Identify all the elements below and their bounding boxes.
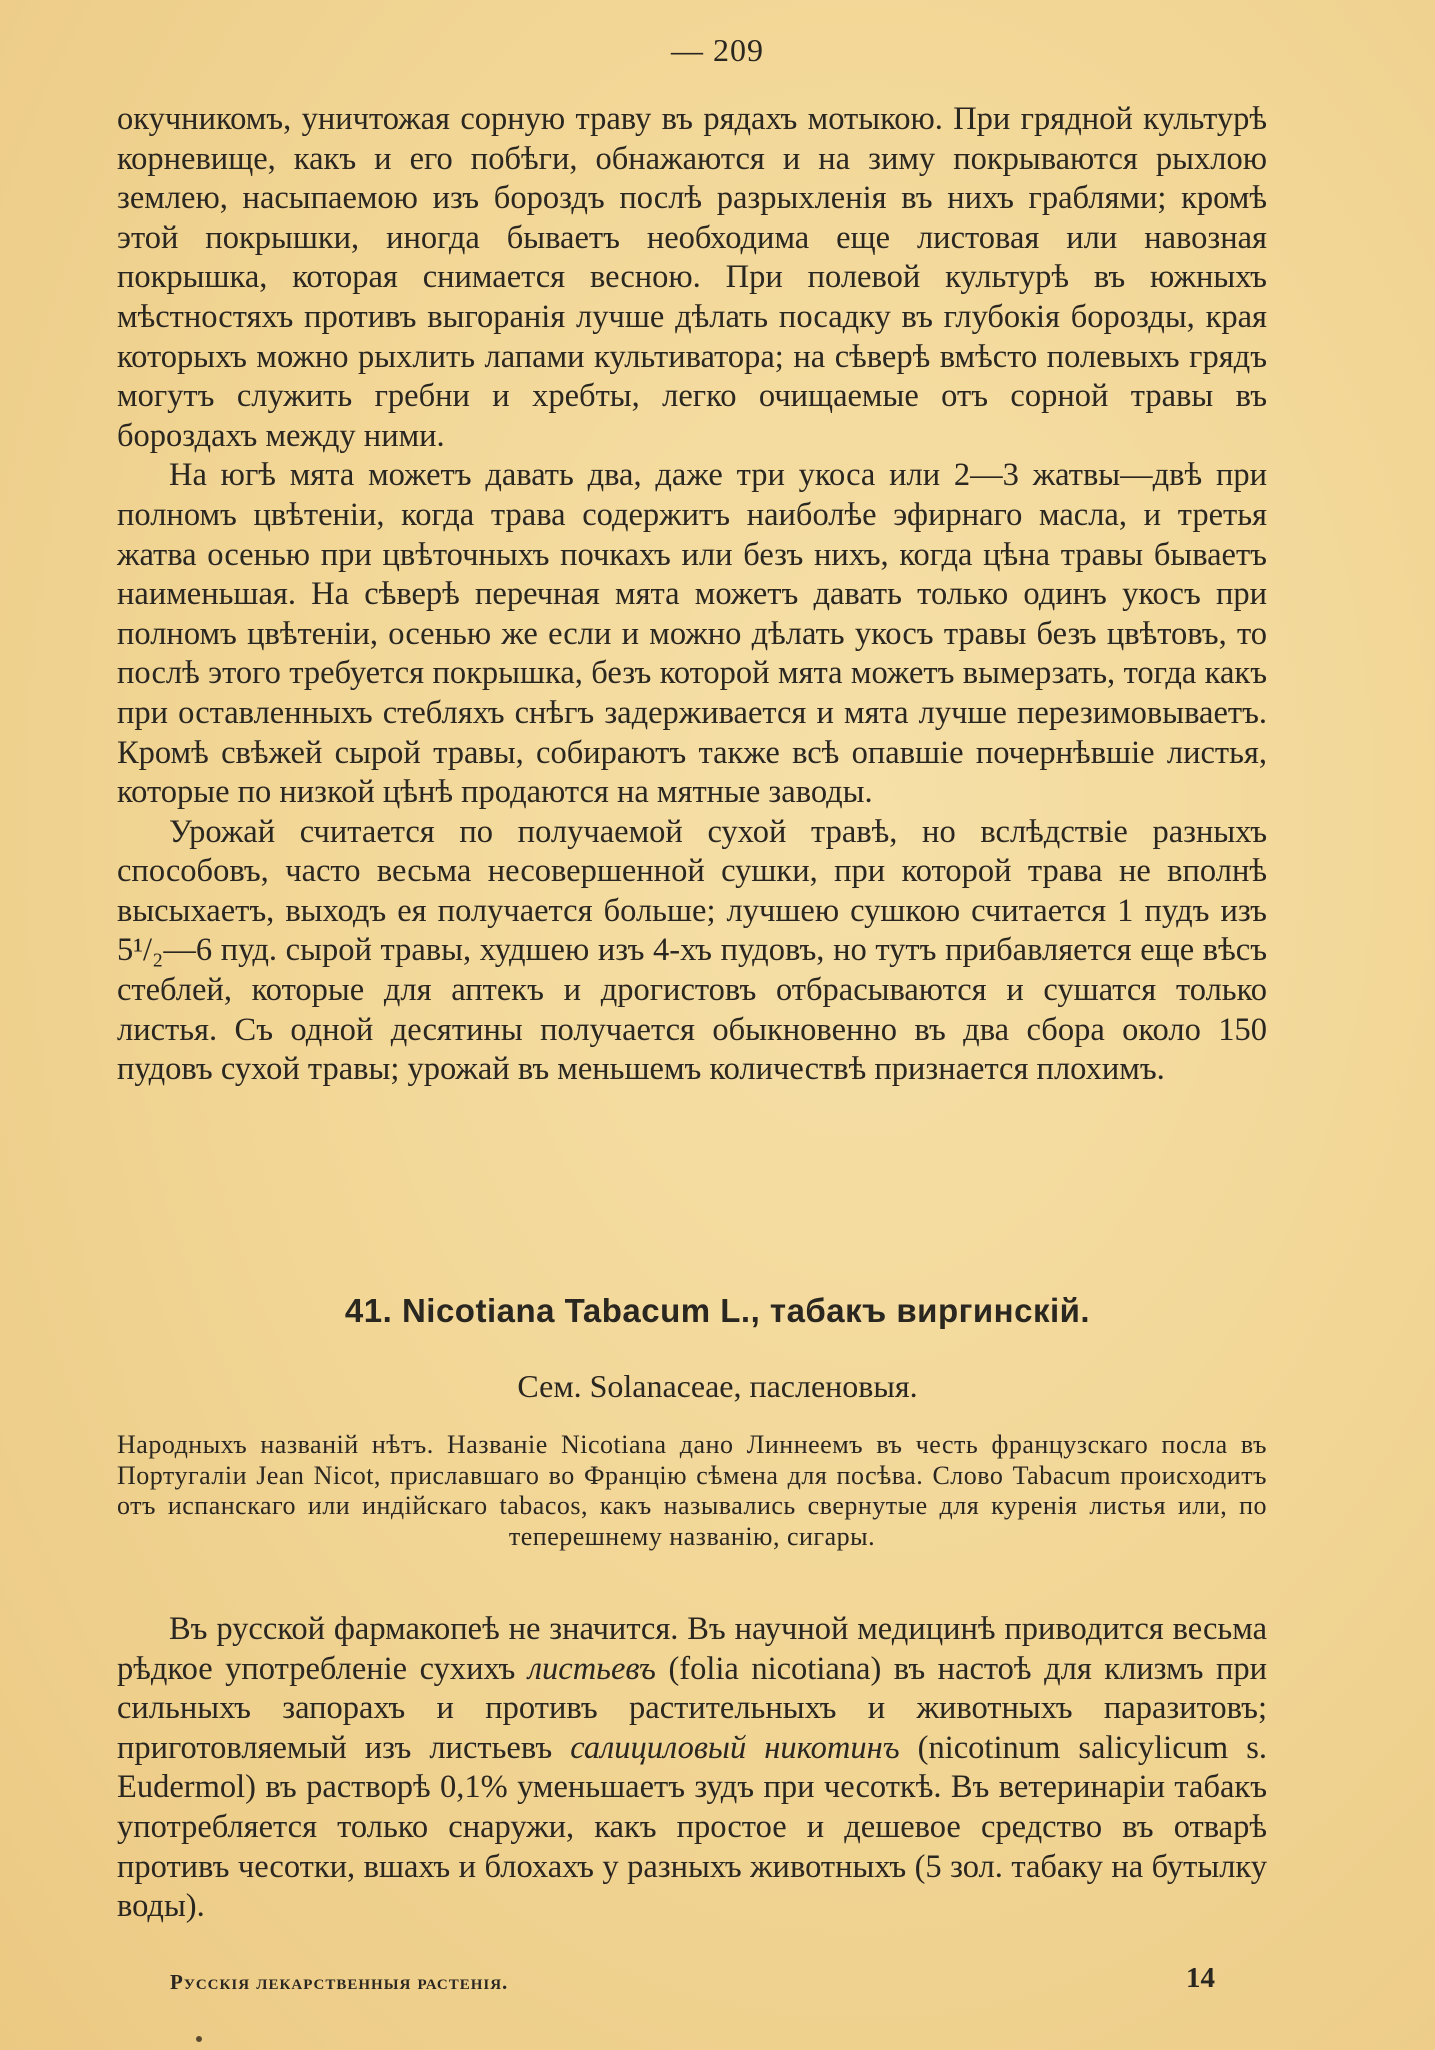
text-block-top (117, 100, 1267, 1090)
family-line: Сем. Solanaceae, пасленовыя. (517, 1368, 918, 1404)
names-note-text: Народныхъ названій нѣтъ. Названіе Nicotiana дано Линнеемъ въ честь французскаго посла въ Португаліи Jean Nicot, приславшаго во Францію сѣмена для посѣва. Слово Tabacum происходитъ отъ испанскаго или индійскаго tabacos, какъ назывались свернутые для куренія листья или, по теперешнему названію, сигары. (117, 1430, 1267, 1551)
usage-text-1: Въ русской фармакопеѣ не значится. Въ научной медицинѣ приводится весьма рѣдкое употребленіе сухихъ (117, 1611, 1267, 1687)
usage-text-3: (nicotinum salicylicum s. Eudermol) въ растворѣ 0,1% уменьшаетъ зудъ при чесоткѣ. Въ ветеринаріи табакъ употребляется только снаружи, какъ простое и дешевое средство въ отварѣ противъ чесотки, вшахъ и блохахъ у разныхъ животныхъ (5 зол. табаку на бутылку воды). (117, 1729, 1268, 1925)
paragraph-1: окучникомъ, уничтожая сорную траву въ рядахъ мотыкою. При грядной культурѣ корневище, какъ и его побѣги, обнажаются и на зиму покрываются рыхлою землею, насыпаемою изъ бороздъ послѣ разрыхленія въ нихъ граблями; кромѣ этой покрышки, иногда бываетъ необходима еще листовая или навозная покрышка, которая снимается весною. При полевой культурѣ въ южныхъ мѣстностяхъ противъ выгоранія лучше дѣлать посадку въ глубокія борозды, края которыхъ можно рыхлить лапами культиватора; на сѣверѣ вмѣсто полевыхъ грядъ могутъ служить гребни и хребты, легко очищаемые отъ сорной травы въ бороздахъ между ними. (117, 101, 1267, 454)
usage-italic-2: салициловый никотинъ (570, 1729, 900, 1766)
page-number: — 209 (671, 32, 764, 68)
footer-signature-number: 14 (1186, 1962, 1215, 1994)
paragraph-2: На югѣ мята можетъ давать два, даже три укоса или 2—3 жатвы—двѣ при полномъ цвѣтеніи, когда трава содержитъ наиболѣе эфирнаго масла, и третья жатва осенью при цвѣточныхъ почкахъ или безъ нихъ, когда цѣна травы бываетъ наименьшая. На сѣверѣ перечная мята можетъ давать только одинъ укосъ при полномъ цвѣтеніи, осенью же если и можно дѣлать укосъ травы безъ цвѣтовъ, то послѣ этого требуется покрышка, безъ которой мята можетъ вымерзать, тогда какъ при оставленныхъ стебляхъ снѣгъ задерживается и мята лучше перезимовываетъ. Кромѣ свѣжей сырой травы, собираютъ также всѣ опавшіе почернѣвшіе листья, которые по низкой цѣнѣ продаются на мятные заводы. (117, 457, 1267, 811)
paragraph-usage (117, 1610, 1267, 1927)
usage-text-2: (folia nicotiana) въ настоѣ для клизмъ при сильныхъ запорахъ и противъ растительныхъ и животныхъ паразитовъ; приготовляемый изъ листьевъ (117, 1650, 1267, 1766)
footer-book-title: Русскія лекарственныя растенія. (170, 1970, 509, 1994)
paragraph-3: Урожай считается по получаемой сухой травѣ, но вслѣдствіе разныхъ способовъ, часто весьма несовершенной сушки, при которой трава не вполнѣ высыхаетъ, выходъ ея получается больше; лучшею сушкою считается 1 пудъ изъ 5¹/₂—6 пуд. сырой травы, худшею изъ 4-хъ пудовъ, но тутъ прибавляется еще вѣсъ стеблей, которые для аптекъ и дрогистовъ отбрасываются и сушатся только листья. Съ одной десятины получается обыкновенно въ два сбора около 150 пудовъ сухой травы; урожай въ меньшемъ количествѣ признается плохимъ. (117, 813, 1267, 1088)
print-speck (196, 2036, 202, 2042)
section-title: 41. Nicotiana Tabacum L., табакъ виргинскій. (344, 1292, 1091, 1329)
text-block-bottom (117, 1610, 1267, 1927)
usage-italic-1: листьевъ (527, 1650, 656, 1687)
names-note (117, 1430, 1267, 1552)
